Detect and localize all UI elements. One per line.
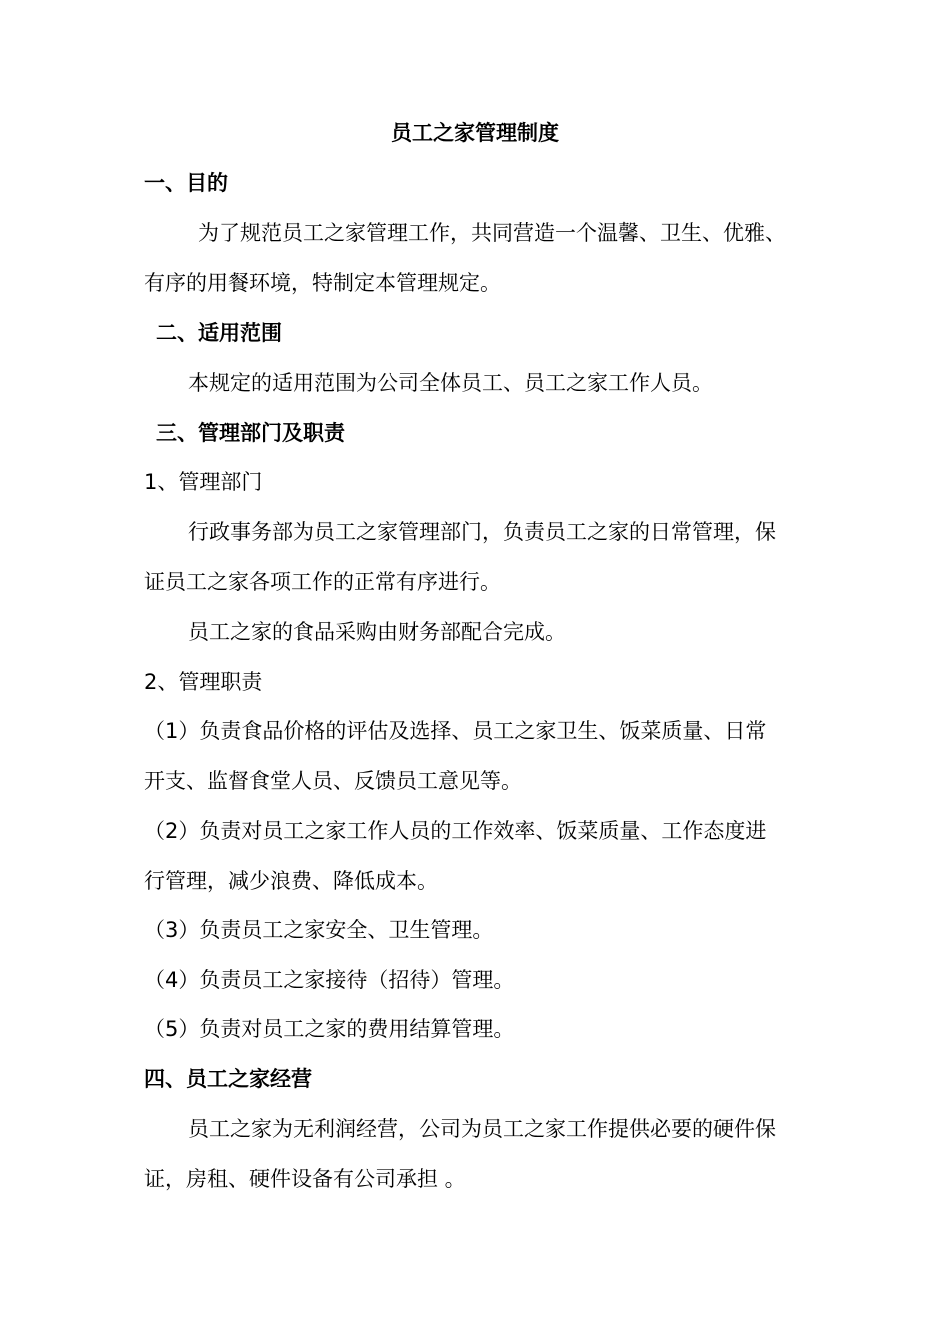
paragraph-line: 有序的用餐环境，特制定本管理规定。 xyxy=(144,271,501,295)
duty-item-line: 开支、监督食堂人员、反馈员工意见等。 xyxy=(144,769,522,793)
paragraph-line: 行政事务部为员工之家管理部门，负责员工之家的日常管理，保 xyxy=(188,520,776,544)
section-heading-operations: 四、员工之家经营 xyxy=(144,1067,312,1091)
subheading-management-department: 1、管理部门 xyxy=(144,470,263,494)
duty-item-line: （2）负责对员工之家工作人员的工作效率、饭菜质量、工作态度进 xyxy=(144,819,767,843)
paragraph-line: 员工之家为无利润经营，公司为员工之家工作提供必要的硬件保 xyxy=(188,1117,776,1141)
paragraph-line: 本规定的适用范围为公司全体员工、员工之家工作人员。 xyxy=(188,371,713,395)
duty-item-line: （1）负责食品价格的评估及选择、员工之家卫生、饭菜质量、日常 xyxy=(144,719,767,743)
duty-item-line: （3）负责员工之家安全、卫生管理。 xyxy=(144,918,494,942)
paragraph-line: 证，房租、硬件设备有公司承担 。 xyxy=(144,1167,466,1191)
paragraph-line: 员工之家的食品采购由财务部配合完成。 xyxy=(188,620,566,644)
section-heading-scope: 二、适用范围 xyxy=(156,321,282,345)
page-title: 员工之家管理制度 xyxy=(391,121,559,145)
duty-item-line: （5）负责对员工之家的费用结算管理。 xyxy=(144,1017,515,1041)
section-heading-departments: 三、管理部门及职责 xyxy=(156,421,345,445)
duty-item-line: 行管理，减少浪费、降低成本。 xyxy=(144,869,438,893)
subheading-management-duties: 2、管理职责 xyxy=(144,670,263,694)
paragraph-line: 为了规范员工之家管理工作，共同营造一个温馨、卫生、优雅、 xyxy=(198,221,786,245)
paragraph-line: 证员工之家各项工作的正常有序进行。 xyxy=(144,570,501,594)
section-heading-purpose: 一、目的 xyxy=(144,171,228,195)
duty-item-line: （4）负责员工之家接待（招待）管理。 xyxy=(144,968,515,992)
